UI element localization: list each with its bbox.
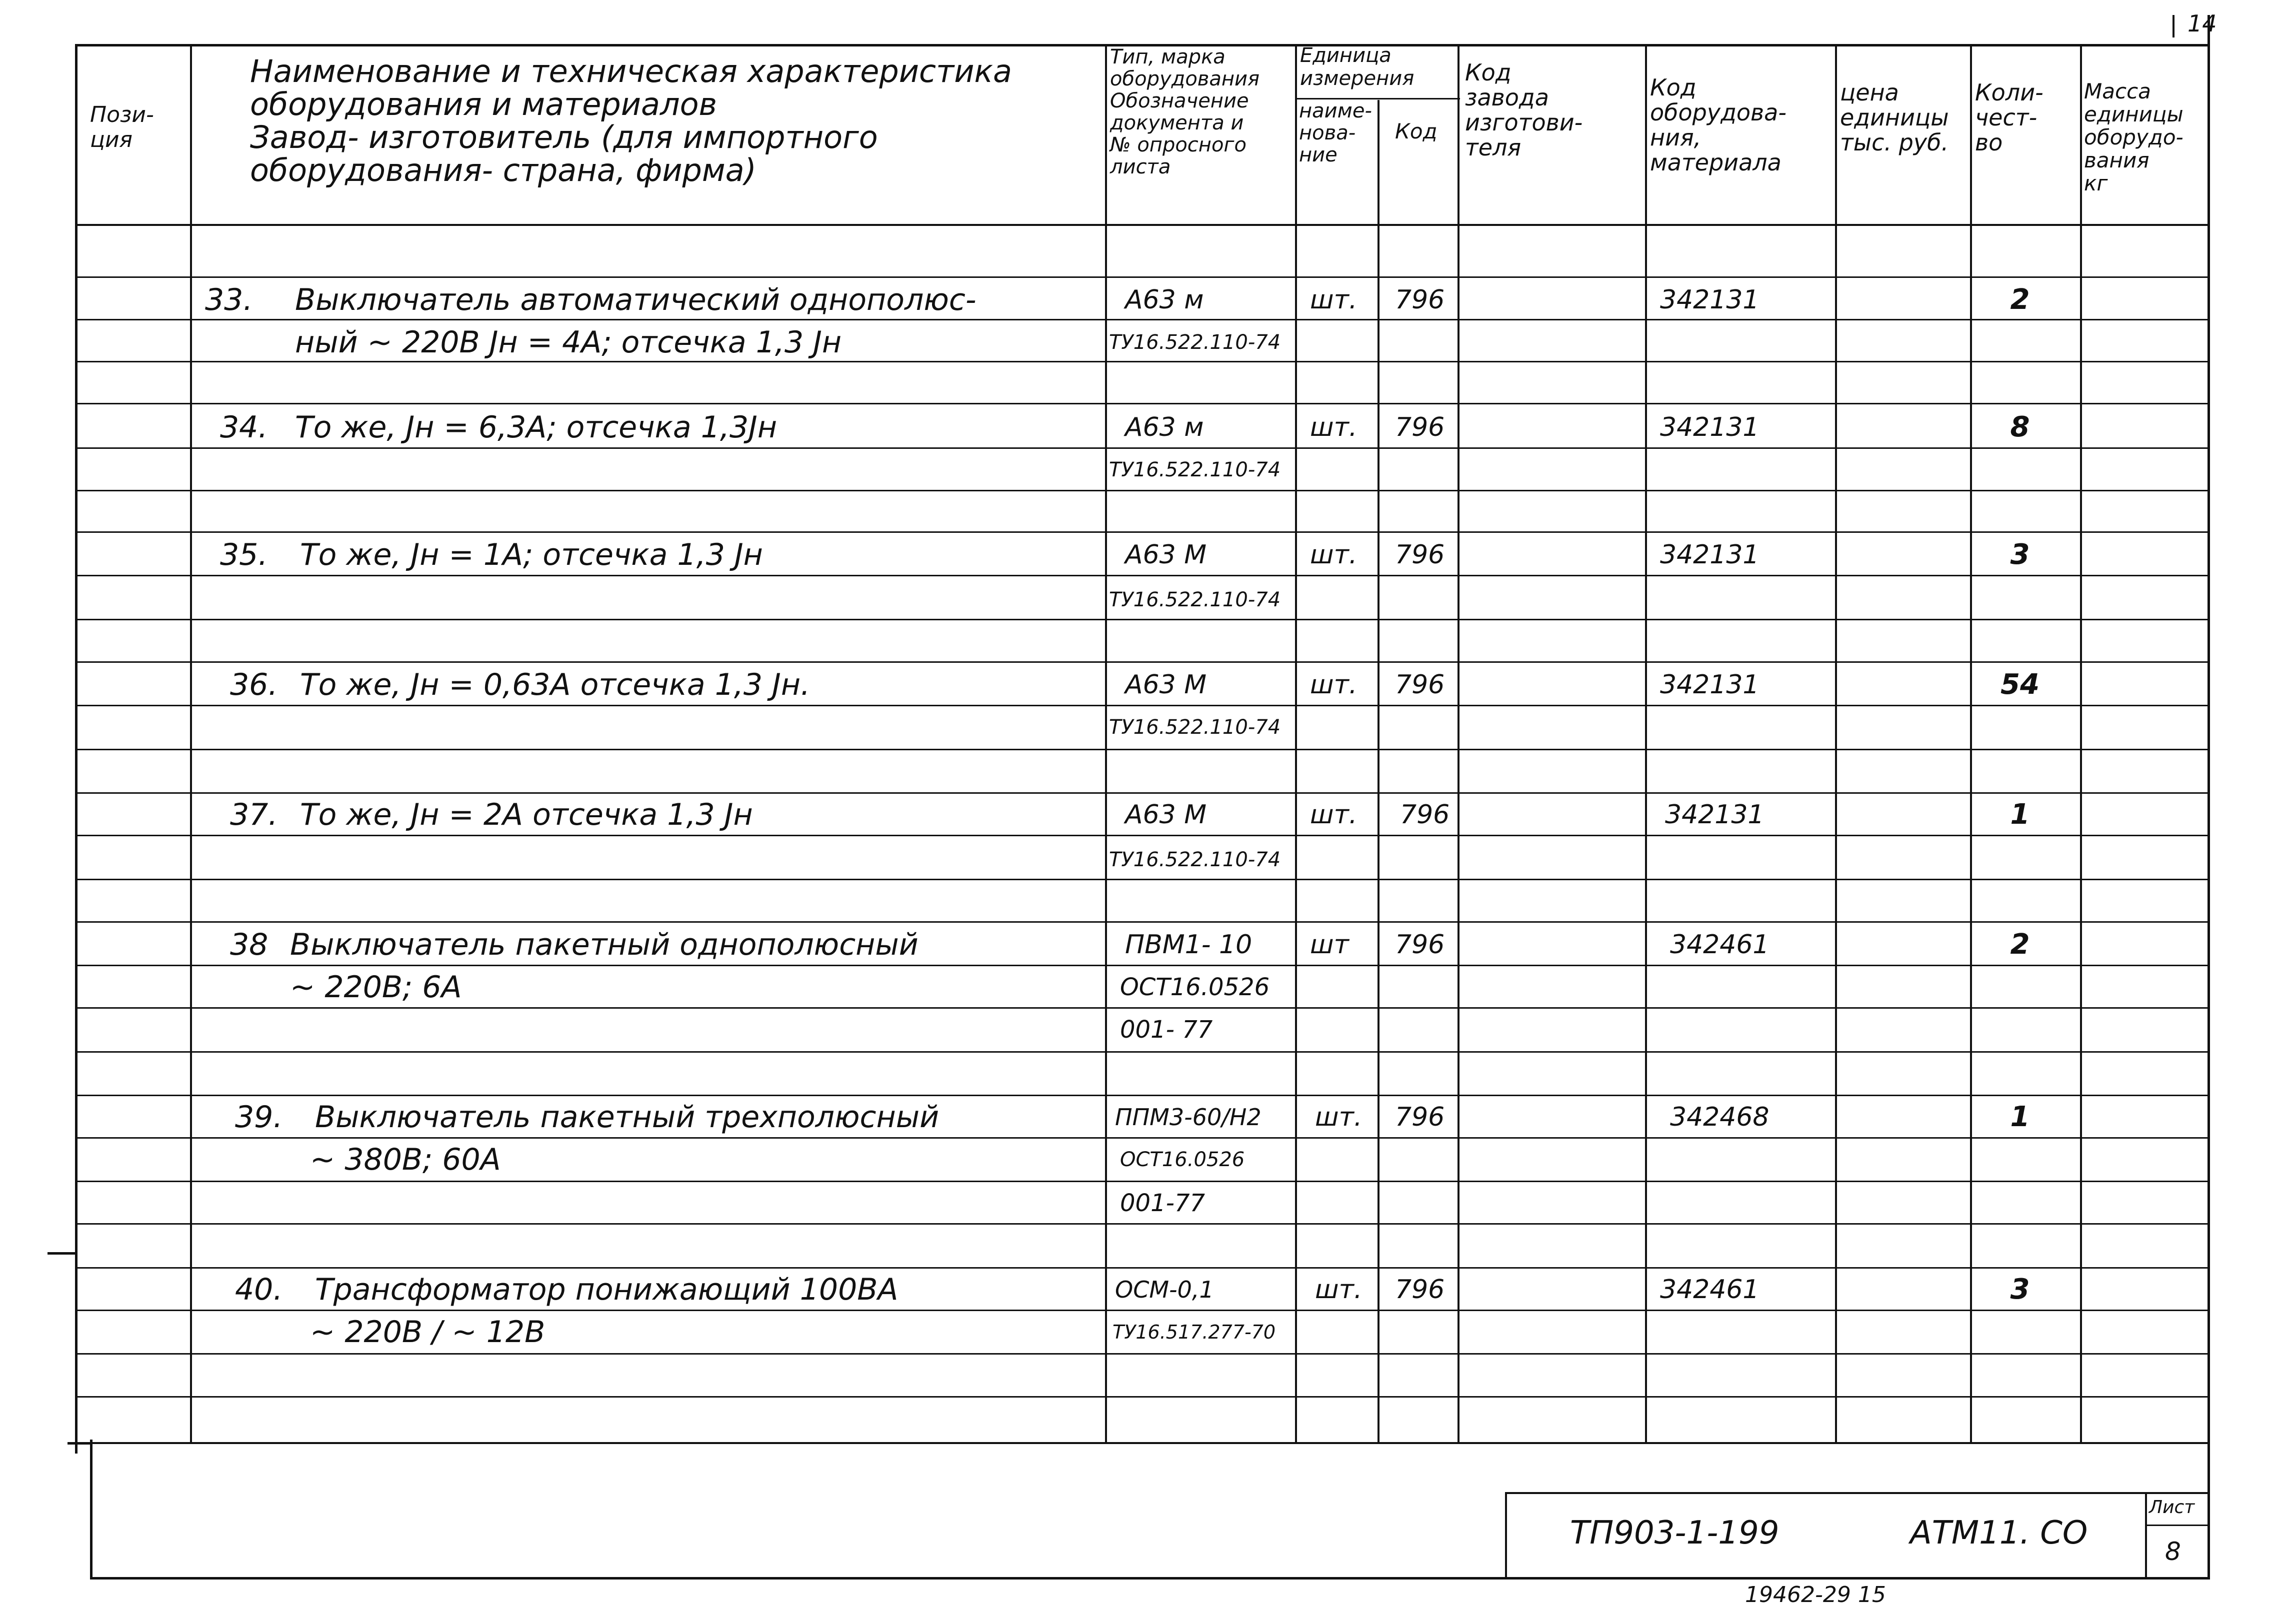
header-qty: Коли- чест- во <box>1975 79 2044 156</box>
item-quantity: 3 <box>2010 538 2030 571</box>
col-line-8 <box>1970 44 1972 1444</box>
header-name: Наименование и техническая характеристика оборудования и материалов Завод- изготовитель (для импортного оборудования- страна, фирма) <box>250 53 1012 188</box>
col-line-9 <box>2080 44 2082 1444</box>
row-line <box>75 921 2210 923</box>
item-unit-code: 796 <box>1395 670 1445 700</box>
item-type-doc: ТУ16.522.110-74 <box>1109 331 1281 354</box>
header-factory-code: Код завода изготови- теля <box>1465 59 1583 161</box>
item-equip-code: 342131 <box>1665 800 1764 830</box>
item-position: 39. <box>235 1100 283 1135</box>
item-type: ОСМ-0,1 <box>1115 1276 1214 1303</box>
item-name-line2: ный ~ 220В Jн = 4А; отсечка 1,3 Jн <box>295 325 842 360</box>
table-bottom <box>75 1442 2210 1444</box>
item-type: А63 М <box>1125 800 1207 830</box>
item-type: ППМ3-60/Н2 <box>1115 1104 1262 1131</box>
item-unit-code: 796 <box>1395 412 1445 442</box>
row-line <box>75 361 2210 362</box>
header-position: Пози- ция <box>90 102 154 152</box>
row-line <box>75 1051 2210 1053</box>
row-line <box>75 965 2210 966</box>
item-equip-code: 342461 <box>1670 930 1770 960</box>
stamp-left <box>1505 1492 1507 1580</box>
item-type: ПВМ1- 10 <box>1125 930 1252 960</box>
row-line <box>75 575 2210 576</box>
item-type-doc: ТУ16.522.110-74 <box>1109 848 1281 871</box>
item-unit: шт <box>1310 930 1349 960</box>
frame-right <box>2208 15 2210 1580</box>
item-equip-code: 342461 <box>1660 1275 1760 1305</box>
bottom-number: 19462-29 15 <box>1745 1582 1886 1608</box>
row-line <box>75 490 2210 491</box>
stamp-top <box>1505 1492 2210 1494</box>
header-unit-name: наиме- нова- ние <box>1299 99 1372 166</box>
row-line <box>75 1137 2210 1139</box>
stamp-sheet-number: 8 <box>2165 1537 2181 1566</box>
row-line <box>75 1353 2210 1355</box>
col-line-3 <box>1295 44 1297 1444</box>
header-price: цена единицы тыс. руб. <box>1840 79 1949 156</box>
row-line <box>75 1310 2210 1311</box>
item-type-doc: ТУ16.522.110-74 <box>1109 458 1281 481</box>
item-unit-code: 796 <box>1395 540 1445 570</box>
row-line <box>75 835 2210 836</box>
item-unit: шт. <box>1310 412 1358 442</box>
header-type: Тип, марка оборудования Обозначение документа и № опросного листа <box>1110 45 1260 178</box>
item-name-line1: Трансформатор понижающий 100ВА <box>315 1272 898 1307</box>
row-line <box>75 1223 2210 1225</box>
item-unit-code: 796 <box>1400 800 1450 830</box>
row-line <box>75 1267 2210 1269</box>
item-unit-code: 796 <box>1395 930 1445 960</box>
row-line <box>75 879 2210 880</box>
item-quantity: 8 <box>2010 411 2030 443</box>
frame-bottom <box>90 1577 2210 1580</box>
sheet-corner-number: 14 <box>2188 10 2217 37</box>
item-equip-code: 342131 <box>1660 285 1760 315</box>
item-name-line2: ~ 220В; 6А <box>290 970 462 1005</box>
item-unit: шт. <box>1310 800 1358 830</box>
item-unit: шт. <box>1310 670 1358 700</box>
item-unit: шт. <box>1310 540 1358 570</box>
col-line-2 <box>1105 44 1107 1444</box>
item-quantity: 1 <box>2010 1101 2030 1133</box>
item-unit-code: 796 <box>1395 285 1445 315</box>
item-quantity: 1 <box>2010 798 2030 831</box>
stamp-sheet-label-line <box>2145 1525 2210 1526</box>
header-bottom <box>75 224 2210 226</box>
item-quantity: 2 <box>2010 283 2030 316</box>
col-line-5 <box>1458 44 1460 1444</box>
item-position: 38 <box>230 927 268 962</box>
item-name-line1: Выключатель пакетный однополюсный <box>290 927 918 962</box>
row-line <box>75 403 2210 404</box>
stamp-sheet-divider <box>2145 1492 2147 1580</box>
row-line <box>75 531 2210 533</box>
item-name-line2: ~ 380В; 60А <box>310 1142 501 1177</box>
corner-tick <box>2172 15 2174 37</box>
item-type-doc-sheet: 001- 77 <box>1120 1016 1213 1044</box>
col-line-4 <box>1378 100 1380 1444</box>
row-line <box>75 749 2210 750</box>
col-line-6 <box>1645 44 1647 1444</box>
item-equip-code: 342131 <box>1660 412 1760 442</box>
item-name-line1: То же, Jн = 2А отсечка 1,3 Jн <box>300 797 753 832</box>
item-position: 36. <box>230 667 278 702</box>
header-equip-code: Код оборудова- ния, материала <box>1650 74 1786 176</box>
header-unit-code: Код <box>1395 119 1438 143</box>
item-type-doc: ТУ16.522.110-74 <box>1109 588 1281 611</box>
item-unit: шт. <box>1315 1102 1362 1132</box>
row-line <box>75 319 2210 320</box>
item-equip-code: 342468 <box>1670 1102 1770 1132</box>
row-line <box>75 619 2210 620</box>
item-quantity: 3 <box>2010 1273 2030 1306</box>
row-line <box>75 1181 2210 1182</box>
item-name-line1: То же, Jн = 6,3А; отсечка 1,3Jн <box>295 410 778 445</box>
header-unit-group: Единица измерения <box>1300 44 1414 90</box>
item-type: А63 м <box>1125 285 1204 315</box>
item-quantity: 2 <box>2010 928 2030 961</box>
item-type: А63 М <box>1125 540 1207 570</box>
item-position: 40. <box>235 1272 283 1307</box>
margin-tick <box>68 1442 90 1445</box>
item-unit: шт. <box>1315 1275 1362 1305</box>
item-type-doc: ТУ16.517.277-70 <box>1112 1321 1276 1343</box>
frame-left-lower <box>90 1440 92 1580</box>
item-type: А63 М <box>1125 670 1207 700</box>
item-type-doc: ТУ16.522.110-74 <box>1109 716 1281 739</box>
item-name-line1: То же, Jн = 1А; отсечка 1,3 Jн <box>300 537 763 572</box>
item-name-line1: Выключатель автоматический однополюс- <box>295 282 976 317</box>
row-line <box>75 1095 2210 1096</box>
row-line <box>75 792 2210 794</box>
item-type-doc: ОСТ16.0526 <box>1120 973 1270 1001</box>
item-position: 34. <box>220 410 268 445</box>
col-line-1 <box>190 44 192 1444</box>
item-name-line2: ~ 220В / ~ 12В <box>310 1315 546 1350</box>
row-line <box>75 447 2210 449</box>
item-quantity: 54 <box>2000 668 2040 701</box>
item-name-line1: Выключатель пакетный трехполюсный <box>315 1100 940 1135</box>
col-line-7 <box>1835 44 1837 1444</box>
item-name-line1: То же, Jн = 0,63А отсечка 1,3 Jн. <box>300 667 810 702</box>
stamp-mark: АТМ11. СО <box>1910 1515 2088 1552</box>
item-equip-code: 342131 <box>1660 670 1760 700</box>
stamp-doc-number: ТП903-1-199 <box>1570 1515 1780 1552</box>
item-position: 33. <box>205 282 253 317</box>
header-mass: Масса единицы оборудо- вания кг <box>2084 79 2184 195</box>
item-unit: шт. <box>1310 285 1358 315</box>
item-type: А63 м <box>1125 412 1204 442</box>
item-type-doc-sheet: 001-77 <box>1120 1189 1206 1217</box>
item-position: 35. <box>220 537 268 572</box>
item-unit-code: 796 <box>1395 1275 1445 1305</box>
item-equip-code: 342131 <box>1660 540 1760 570</box>
row-line <box>75 661 2210 663</box>
margin-tick <box>48 1252 75 1255</box>
item-position: 37. <box>230 797 278 832</box>
row-line <box>75 1007 2210 1009</box>
item-type-doc: ОСТ16.0526 <box>1120 1148 1245 1171</box>
stamp-sheet-label: Лист <box>2149 1497 2195 1518</box>
row-line <box>75 1396 2210 1398</box>
row-line <box>75 705 2210 706</box>
item-unit-code: 796 <box>1395 1102 1445 1132</box>
row-line <box>75 276 2210 278</box>
